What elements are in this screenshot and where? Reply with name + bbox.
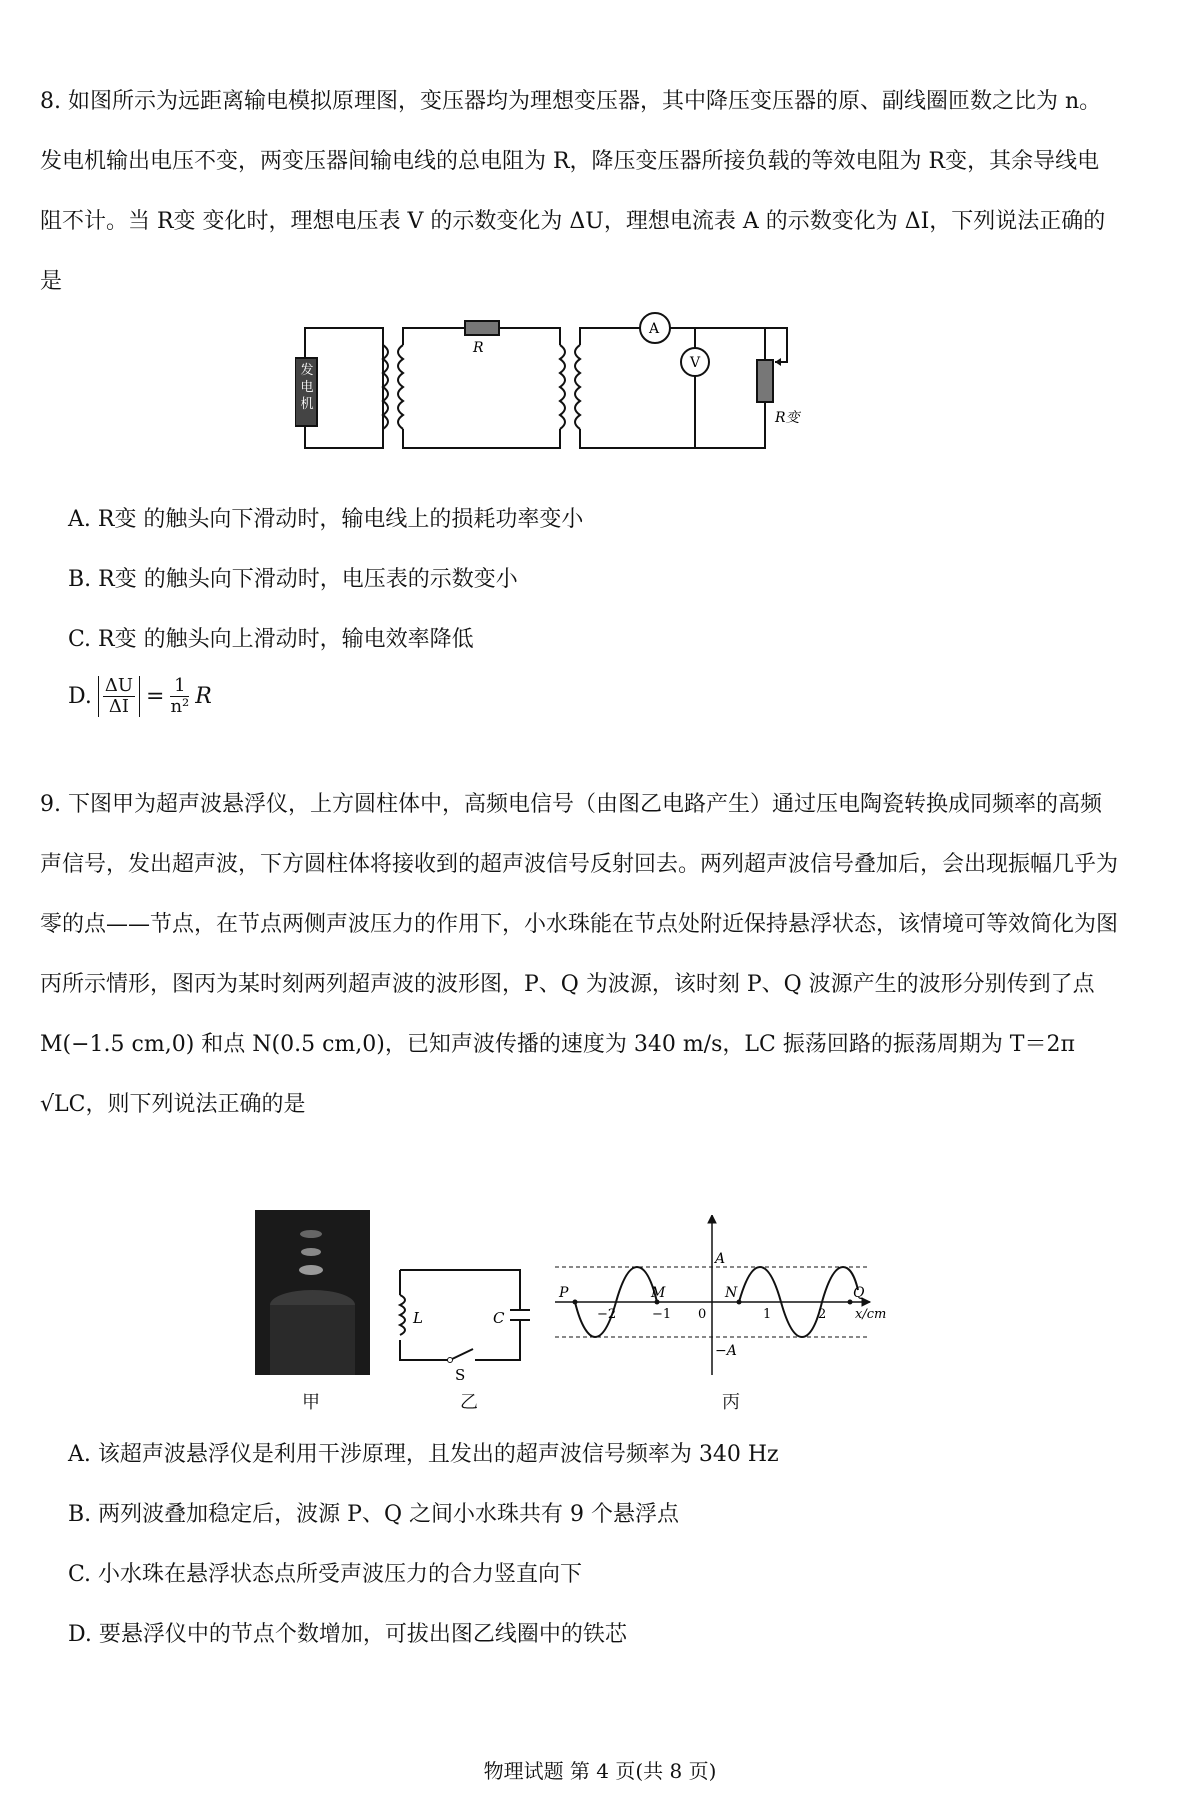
q8-option-d-frac2 xyxy=(170,676,189,717)
q9-tick-minus1: −1 xyxy=(652,1307,672,1322)
q8-stepup-primary xyxy=(383,345,388,429)
q9-figure-jia-photo xyxy=(255,1210,370,1375)
q8-stepup-secondary xyxy=(398,345,403,429)
q9-figure-yi-circuit xyxy=(395,1265,535,1385)
q9-xlabel: x/cm xyxy=(855,1307,887,1322)
question-9-stem: 9. 下图甲为超声波悬浮仪，上方圆柱体中，高频电信号（由图乙电路产生）通过压电陶瓷转换成同频率的高频声信号，发出超声波，下方圆柱体将接收到的超声波信号反射回去。两列超声波信号叠加后，会出现振幅几乎为零的点——节点，在节点两侧声波压力的作用下，小水珠能在节点处附近保持悬浮状态，该情境可等效简化为图丙所示情形，图丙为某时刻两列超声波的波形图，P、Q 为波源，该时刻 P、Q 波源产生的波形分别传到了点 M(−1.5 cm,0) 和点 N(0.5 cm,0)，已知声波传播的速度为 340 m/s，LC 振荡回路的振荡周期为 T＝2π √LC，则下列说法正确的是 xyxy=(40,792,1119,1117)
q9-tick-0: 0 xyxy=(698,1307,707,1322)
q9-point-N xyxy=(737,1300,742,1305)
q9-capacitor xyxy=(510,1310,530,1320)
q8-option-d-fnum: 1 xyxy=(170,676,189,697)
q9-label-M: M xyxy=(651,1285,666,1301)
q9-point-Q xyxy=(848,1300,853,1305)
q9-caption-yi: 乙 xyxy=(460,1392,478,1413)
q9-tick-2: 2 xyxy=(818,1307,827,1322)
q9-switch-contact xyxy=(448,1358,453,1363)
q9-cylinder-body xyxy=(270,1305,355,1375)
q8-option-d-fden: n² xyxy=(170,696,190,717)
q8-option-d xyxy=(68,676,212,717)
q9-droplet-2 xyxy=(301,1248,321,1256)
q9-lc-wire-top xyxy=(400,1270,520,1310)
question-9 xyxy=(40,775,1120,1135)
q8-right-top-1 xyxy=(580,328,640,345)
q8-ammeter-label: A xyxy=(649,321,660,337)
q8-option-c: C. R变 的触头向上滑动时，输电效率降低 xyxy=(68,627,474,652)
q9-label-C: C xyxy=(493,1309,505,1327)
q8-resistor-R xyxy=(465,321,499,335)
q8-generator-text: 发电机 xyxy=(300,363,314,412)
q9-tick-1: 1 xyxy=(763,1307,772,1322)
q9-label-L: L xyxy=(413,1309,423,1327)
q8-option-d-frac xyxy=(103,676,135,717)
q8-option-d-abs xyxy=(98,676,140,717)
q9-tick-minus2: −2 xyxy=(597,1307,617,1322)
question-8 xyxy=(40,72,1120,312)
q9-y-arrow xyxy=(708,1215,716,1223)
q9-label-A: A xyxy=(715,1251,726,1267)
q9-label-neg-A: −A xyxy=(715,1343,737,1359)
q8-option-d-tail: R xyxy=(195,683,212,709)
page-footer: 物理试题 第 4 页(共 8 页) xyxy=(483,1759,717,1783)
q9-option-b: B. 两列波叠加稳定后，波源 P、Q 之间小水珠共有 9 个悬浮点 xyxy=(68,1502,679,1527)
q9-caption-jia: 甲 xyxy=(302,1392,320,1413)
q9-switch xyxy=(450,1349,473,1360)
q9-label-N: N xyxy=(725,1285,738,1301)
q9-option-a: A. 该超声波悬浮仪是利用干涉原理，且发出的超声波信号频率为 340 Hz xyxy=(68,1442,779,1467)
q9-droplet-1 xyxy=(300,1230,322,1238)
q9-caption-bing: 丙 xyxy=(722,1392,740,1413)
q9-option-d: D. 要悬浮仪中的节点个数增加，可拔出图乙线圈中的铁芯 xyxy=(68,1622,627,1647)
q8-option-d-num: ΔU xyxy=(104,675,134,696)
q9-option-c: C. 小水珠在悬浮状态点所受声波压力的合力竖直向下 xyxy=(68,1562,583,1587)
q8-slider-arrow xyxy=(775,358,781,366)
q9-figure-bing-wave xyxy=(555,1215,900,1380)
q8-stepdown-primary xyxy=(560,345,565,429)
q9-lc-wire-left-bottom xyxy=(400,1340,450,1360)
q8-right-bottom xyxy=(580,400,765,448)
q8-option-b: B. R变 的触头向下滑动时，电压表的示数变小 xyxy=(68,567,518,592)
q8-rheostat xyxy=(757,360,773,402)
q9-label-S: S xyxy=(455,1366,466,1384)
q9-label-Q: Q xyxy=(853,1285,865,1301)
q8-stepdown-secondary xyxy=(575,345,580,429)
q8-r-label: R xyxy=(473,340,484,356)
q8-voltmeter-label: V xyxy=(690,355,701,371)
q8-option-d-prefix: D. xyxy=(68,683,92,709)
q9-point-P xyxy=(573,1300,578,1305)
q8-option-a: A. R变 的触头向下滑动时，输电线上的损耗功率变小 xyxy=(68,507,584,532)
q9-label-P: P xyxy=(559,1285,569,1301)
q8-line-bottom xyxy=(403,429,560,448)
q8-slider-wire xyxy=(765,328,787,362)
q9-droplet-3 xyxy=(299,1265,323,1275)
q8-option-d-den: ΔI xyxy=(108,696,129,717)
q9-inductor-coil xyxy=(400,1295,405,1335)
question-8-stem: 8. 如图所示为远距离输电模拟原理图，变压器均为理想变压器，其中降压变压器的原、副线圈匝数之比为 n。发电机输出电压不变，两变压器间输电线的总电阻为 R，降压变压器所接负载的等效电阻为 R变，其余导线电阻不计。当 R变 变化时，理想电压表 V 的示数变化为 ΔU，理想电流表 A 的示数变化为 ΔI，下列说法正确的是 xyxy=(40,89,1106,294)
q8-option-d-eq: = xyxy=(146,683,165,709)
q8-circuit-diagram xyxy=(295,300,815,475)
q8-rv-label: R变 xyxy=(775,410,800,426)
